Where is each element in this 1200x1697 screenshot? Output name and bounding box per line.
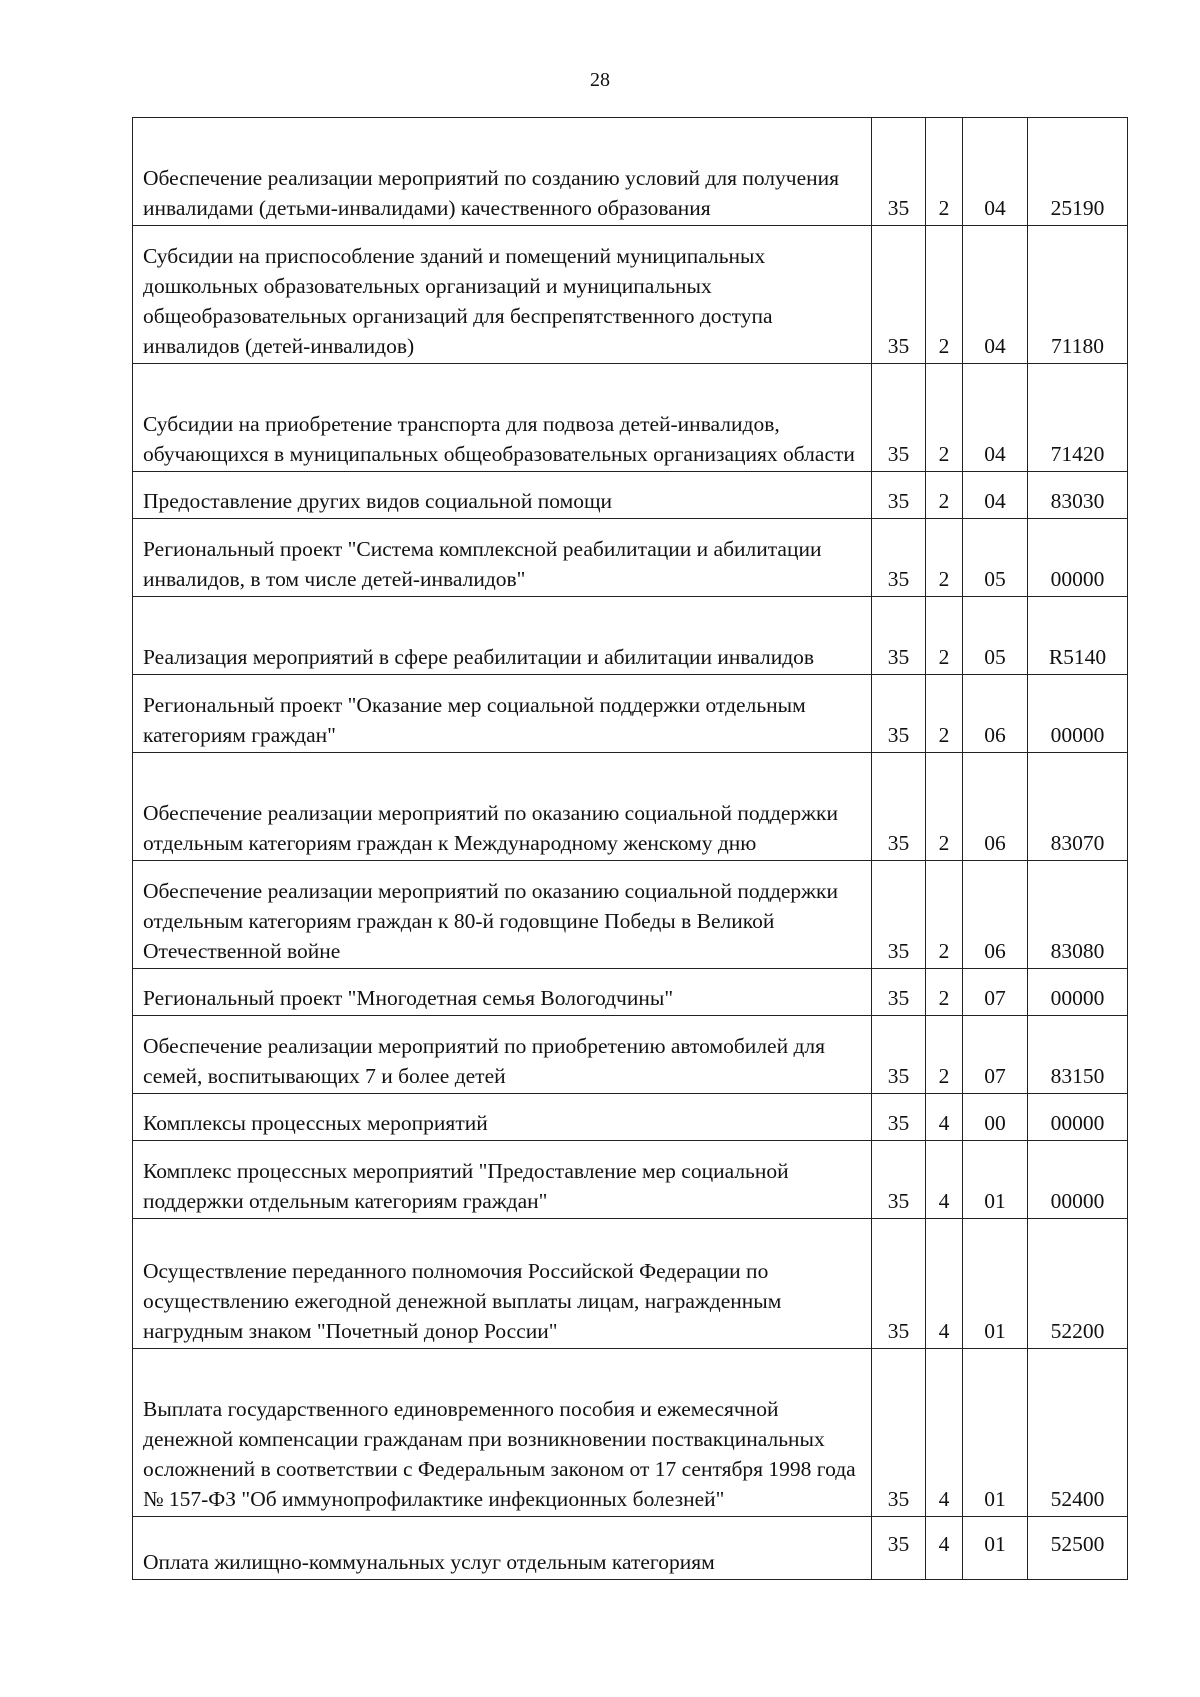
row-name: Предоставление других видов социальной помощи	[133, 472, 872, 519]
row-name: Комплекс процессных мероприятий "Предоставление мер социальной поддержки отдельным категориям граждан"	[133, 1141, 872, 1219]
direction-code: 00000	[1028, 675, 1128, 753]
table-row	[133, 969, 1128, 1016]
row-name: Выплата государственного единовременного пособия и ежемесячной денежной компенсации гражданам при возникновении поствакцинальных осложнений в соответствии с Федеральным законом от 17 сентября 1998 года № 157-ФЗ "Об иммунопрофилактике инфекционных болезней"	[133, 1349, 872, 1517]
subprogram-code: 2	[926, 861, 963, 969]
program-code: 35	[872, 861, 926, 969]
program-code: 35	[872, 675, 926, 753]
table-row	[133, 472, 1128, 519]
direction-code: R5140	[1028, 597, 1128, 675]
page-number: 28	[590, 69, 610, 91]
direction-code: 52500	[1028, 1517, 1128, 1580]
direction-code: 25190	[1028, 118, 1128, 226]
row-name: Обеспечение реализации мероприятий по приобретению автомобилей для семей, воспитывающих 7 и более детей	[133, 1016, 872, 1094]
program-code: 35	[872, 1219, 926, 1349]
direction-code: 71420	[1028, 364, 1128, 472]
row-name: Осуществление переданного полномочия Российской Федерации по осуществлению ежегодной денежной выплаты лицам, награжденным нагрудным знаком "Почетный донор России"	[133, 1219, 872, 1349]
subprogram-code: 2	[926, 1016, 963, 1094]
item-code: 05	[963, 597, 1028, 675]
subprogram-code: 2	[926, 519, 963, 597]
subprogram-code: 2	[926, 472, 963, 519]
item-code: 04	[963, 364, 1028, 472]
subprogram-code: 4	[926, 1141, 963, 1219]
table-row	[133, 226, 1128, 364]
subprogram-code: 2	[926, 364, 963, 472]
subprogram-code: 2	[926, 969, 963, 1016]
program-code: 35	[872, 597, 926, 675]
program-code: 35	[872, 753, 926, 861]
program-code: 35	[872, 118, 926, 226]
table-row	[133, 1219, 1128, 1349]
item-code: 01	[963, 1349, 1028, 1517]
table-row	[133, 1141, 1128, 1219]
direction-code: 71180	[1028, 226, 1128, 364]
row-name: Обеспечение реализации мероприятий по оказанию социальной поддержки отдельным категориям граждан к Международному женскому дню	[133, 753, 872, 861]
subprogram-code: 4	[926, 1094, 963, 1141]
row-name: Реализация мероприятий в сфере реабилитации и абилитации инвалидов	[133, 597, 872, 675]
table-row	[133, 1349, 1128, 1517]
table-row	[133, 597, 1128, 675]
table-row	[133, 118, 1128, 226]
row-name: Региональный проект "Многодетная семья Вологодчины"	[133, 969, 872, 1016]
subprogram-code: 4	[926, 1517, 963, 1580]
item-code: 04	[963, 472, 1028, 519]
item-code: 01	[963, 1219, 1028, 1349]
program-code: 35	[872, 1141, 926, 1219]
item-code: 06	[963, 861, 1028, 969]
program-code: 35	[872, 1349, 926, 1517]
direction-code: 83080	[1028, 861, 1128, 969]
item-code: 07	[963, 969, 1028, 1016]
item-code: 04	[963, 226, 1028, 364]
item-code: 01	[963, 1141, 1028, 1219]
direction-code: 00000	[1028, 969, 1128, 1016]
program-code: 35	[872, 969, 926, 1016]
subprogram-code: 2	[926, 675, 963, 753]
table-row	[133, 1517, 1128, 1580]
direction-code: 83030	[1028, 472, 1128, 519]
program-code: 35	[872, 226, 926, 364]
row-name: Субсидии на приобретение транспорта для подвоза детей-инвалидов, обучающихся в муниципальных общеобразовательных организациях области	[133, 364, 872, 472]
item-code: 06	[963, 753, 1028, 861]
direction-code: 00000	[1028, 1094, 1128, 1141]
row-name: Региональный проект "Оказание мер социальной поддержки отдельным категориям граждан"	[133, 675, 872, 753]
subprogram-code: 2	[926, 753, 963, 861]
direction-code: 52200	[1028, 1219, 1128, 1349]
table-row	[133, 675, 1128, 753]
program-code: 35	[872, 472, 926, 519]
direction-code: 83150	[1028, 1016, 1128, 1094]
item-code: 06	[963, 675, 1028, 753]
program-code: 35	[872, 1016, 926, 1094]
item-code: 07	[963, 1016, 1028, 1094]
subprogram-code: 2	[926, 118, 963, 226]
subprogram-code: 2	[926, 597, 963, 675]
row-name: Обеспечение реализации мероприятий по оказанию социальной поддержки отдельным категориям граждан к 80-й годовщине Победы в Великой Отечественной войне	[133, 861, 872, 969]
direction-code: 00000	[1028, 519, 1128, 597]
program-code: 35	[872, 519, 926, 597]
direction-code: 00000	[1028, 1141, 1128, 1219]
subprogram-code: 4	[926, 1219, 963, 1349]
program-code: 35	[872, 1517, 926, 1580]
item-code: 01	[963, 1517, 1028, 1580]
row-name: Региональный проект "Система комплексной реабилитации и абилитации инвалидов, в том числе детей-инвалидов"	[133, 519, 872, 597]
budget-classification-table	[132, 117, 1128, 1580]
subprogram-code: 4	[926, 1349, 963, 1517]
subprogram-code: 2	[926, 226, 963, 364]
row-name: Комплексы процессных мероприятий	[133, 1094, 872, 1141]
table-row	[133, 1016, 1128, 1094]
program-code: 35	[872, 1094, 926, 1141]
table-row	[133, 753, 1128, 861]
row-name: Оплата жилищно-коммунальных услуг отдельным категориям	[133, 1517, 872, 1580]
table-row	[133, 519, 1128, 597]
table-row	[133, 1094, 1128, 1141]
table-row	[133, 861, 1128, 969]
program-code: 35	[872, 364, 926, 472]
table-row	[133, 364, 1128, 472]
item-code: 04	[963, 118, 1028, 226]
item-code: 00	[963, 1094, 1028, 1141]
direction-code: 83070	[1028, 753, 1128, 861]
row-name: Обеспечение реализации мероприятий по созданию условий для получения инвалидами (детьми-инвалидами) качественного образования	[133, 118, 872, 226]
direction-code: 52400	[1028, 1349, 1128, 1517]
item-code: 05	[963, 519, 1028, 597]
row-name: Субсидии на приспособление зданий и помещений муниципальных дошкольных образовательных организаций и муниципальных общеобразовательных организаций для беспрепятственного доступа инвалидов (детей-инвалидов)	[133, 226, 872, 364]
